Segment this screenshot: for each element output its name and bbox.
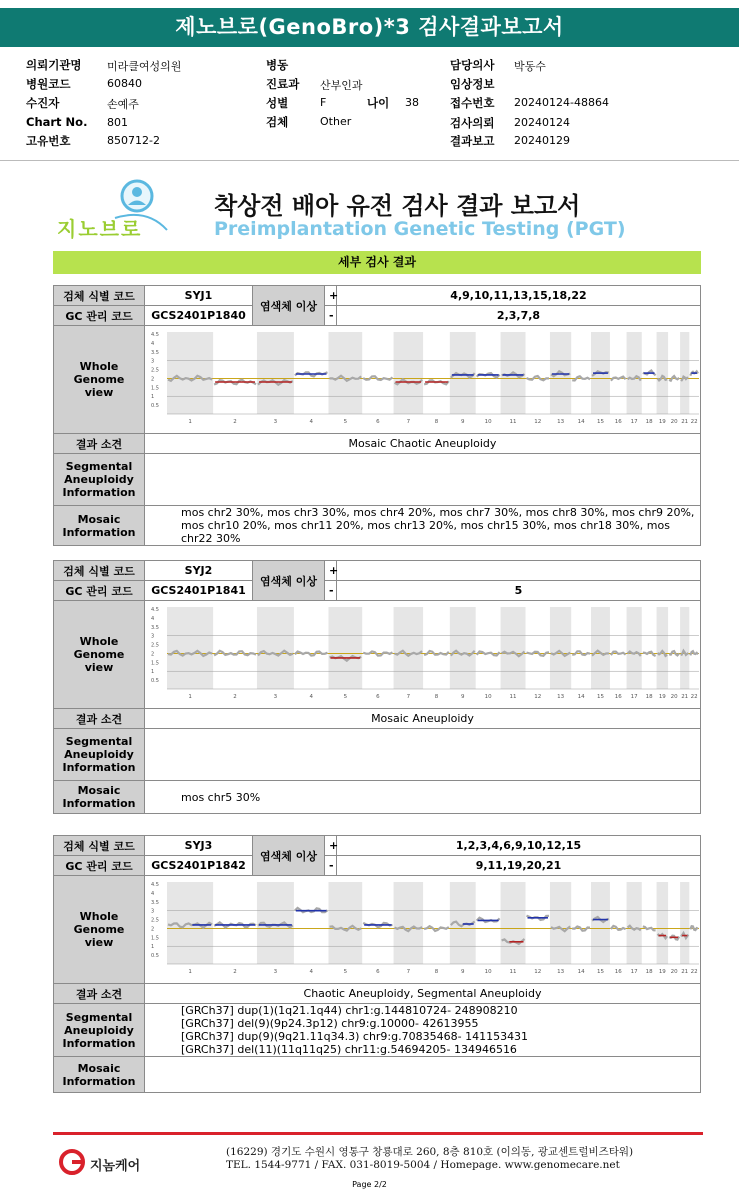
x-tick-label: 11 <box>509 694 517 700</box>
sample-block-3 <box>53 835 701 1093</box>
x-tick-label: 12 <box>534 419 542 425</box>
y-tick-label: 2.5 <box>151 642 159 649</box>
info-value: 801 <box>107 116 128 129</box>
x-tick-label: 9 <box>461 694 465 700</box>
x-tick-label: 9 <box>461 969 465 975</box>
wgv-label: Whole Genome view <box>54 601 145 709</box>
segmental-value <box>145 1004 701 1057</box>
info-label: 검사의뢰 <box>450 116 495 130</box>
minus-sign: - <box>325 856 337 876</box>
sample-id-value: SYJ2 <box>145 561 253 581</box>
gc-code-label: GC 관리 코드 <box>54 856 145 876</box>
info-label: Chart No. <box>26 115 88 129</box>
x-tick-label: 22 <box>690 419 698 425</box>
x-tick-label: 16 <box>614 419 622 425</box>
x-tick-label: 3 <box>273 969 278 975</box>
x-tick-label: 8 <box>434 419 439 425</box>
x-tick-label: 13 <box>557 419 565 425</box>
chromosome-band <box>394 332 424 414</box>
y-tick-label: 2 <box>151 376 155 383</box>
x-tick-label: 5 <box>343 419 348 425</box>
y-tick-label: 4 <box>151 890 155 897</box>
copy-number-trace <box>690 651 698 655</box>
segmental-label: Segmental Aneuploidy Information <box>54 454 145 506</box>
info-label: 진료과 <box>266 77 300 91</box>
footer-logo-text: 지놈케어 <box>90 1159 141 1174</box>
segmental-line: [GRCh37] dup(9)(9q21.11q34.3) chr9:g.70835468- 141153431 <box>181 1030 529 1043</box>
chromosome-band <box>680 332 689 414</box>
y-tick-label: 2 <box>151 651 155 658</box>
x-tick-label: 10 <box>484 419 492 425</box>
mosaic-label: Mosaic Information <box>54 781 145 814</box>
sample-id-label: 검체 식별 코드 <box>54 561 145 581</box>
info-label: 고유번호 <box>26 134 71 148</box>
x-tick-label: 12 <box>534 694 542 700</box>
x-tick-label: 3 <box>273 694 278 700</box>
x-tick-label: 11 <box>509 419 517 425</box>
segmental-line: [GRCh37] del(11)(11q11q25) chr11:g.54694205- 134946516 <box>181 1043 517 1056</box>
report-title: 착상전 배아 유전 검사 결과 보고서 <box>214 192 581 220</box>
info-value: 850712-2 <box>107 134 160 147</box>
chrom-abn-label: 염색체 이상 <box>253 286 325 326</box>
x-tick-label: 10 <box>484 694 492 700</box>
gc-code-value: GCS2401P1841 <box>145 581 253 601</box>
wgv-label: Whole Genome view <box>54 876 145 984</box>
x-tick-label: 22 <box>690 694 698 700</box>
info-label: 수진자 <box>26 96 60 110</box>
chromosome-band <box>394 882 424 964</box>
info-label: 검체 <box>266 115 289 129</box>
minus-sign: - <box>325 581 337 601</box>
y-tick-label: 3.5 <box>151 899 159 906</box>
result-value: Chaotic Aneuploidy, Segmental Aneuploidy <box>145 984 701 1004</box>
x-tick-label: 19 <box>658 969 666 975</box>
x-tick-label: 21 <box>681 694 689 700</box>
chromosome-band <box>328 607 362 689</box>
info-value: 20240129 <box>514 134 570 147</box>
x-tick-label: 9 <box>461 419 465 425</box>
footer-address <box>226 1146 633 1172</box>
y-tick-label: 1.5 <box>151 660 159 667</box>
chromosome-band <box>680 607 689 689</box>
footer-contact-line: TEL. 1544-9771 / FAX. 031-8019-5004 / Homepage. www.genomecare.net <box>226 1159 620 1171</box>
y-tick-label: 1.5 <box>151 935 159 942</box>
x-tick-label: 10 <box>484 969 492 975</box>
y-tick-label: 4 <box>151 340 155 347</box>
x-tick-label: 14 <box>577 694 585 700</box>
plus-sign: + <box>325 836 337 856</box>
chromosome-band <box>680 882 689 964</box>
y-tick-label: 4.5 <box>151 332 159 338</box>
info-label: 성별 <box>266 96 289 110</box>
info-value: 38 <box>405 96 419 109</box>
info-value: 손예주 <box>107 98 139 111</box>
chromosome-band <box>550 607 571 689</box>
genomecare-logo-icon <box>58 1148 88 1176</box>
x-tick-label: 22 <box>690 969 698 975</box>
copy-number-trace <box>611 652 626 656</box>
chromosome-band <box>394 607 424 689</box>
info-value: 60840 <box>107 77 142 90</box>
copy-number-trace <box>572 651 590 655</box>
x-tick-label: 4 <box>309 694 313 700</box>
chromosome-band <box>627 607 642 689</box>
chromosome-band <box>450 607 476 689</box>
info-value: 산부인과 <box>320 79 363 92</box>
x-tick-label: 12 <box>534 969 542 975</box>
x-tick-label: 16 <box>614 969 622 975</box>
x-tick-label: 6 <box>376 969 380 975</box>
copy-number-trace <box>690 926 698 930</box>
footer-address-line: (16229) 경기도 수원시 영통구 창룡대로 260, 8층 810호 (이의동, 광교센트럴비즈타워) <box>226 1146 634 1158</box>
info-label: 담당의사 <box>450 58 495 72</box>
x-tick-label: 3 <box>273 419 278 425</box>
result-label: 결과 소견 <box>54 709 145 729</box>
chromosome-band <box>627 332 642 414</box>
x-tick-label: 7 <box>406 969 411 975</box>
sample-id-value: SYJ1 <box>145 286 253 306</box>
plus-sign: + <box>325 561 337 581</box>
segmental-line: [GRCh37] del(9)(9p24.3p12) chr9:g.10000- 42613955 <box>181 1017 479 1030</box>
mosaic-value: mos chr5 30% <box>145 781 701 814</box>
sample-block-2 <box>53 560 701 814</box>
x-tick-label: 15 <box>596 694 604 700</box>
x-tick-label: 7 <box>406 419 411 425</box>
whole-genome-plot <box>149 601 702 705</box>
page-number: Page 2/2 <box>352 1180 387 1189</box>
info-label: 나이 <box>367 96 390 110</box>
plus-sign: + <box>325 286 337 306</box>
sample-block-1 <box>53 285 701 546</box>
segmental-line: [GRCh37] dup(1)(1q21.1q44) chr1:g.144810724- 248908210 <box>181 1004 518 1017</box>
x-tick-label: 11 <box>509 969 517 975</box>
x-tick-label: 15 <box>596 969 604 975</box>
whole-genome-plot <box>149 876 702 980</box>
y-tick-label: 3 <box>151 908 155 915</box>
x-tick-label: 19 <box>658 419 666 425</box>
chromosome-band <box>257 607 294 689</box>
x-tick-label: 20 <box>670 969 678 975</box>
x-tick-label: 7 <box>406 694 411 700</box>
x-tick-label: 5 <box>343 969 348 975</box>
x-tick-label: 20 <box>670 419 678 425</box>
chromosome-band <box>591 607 610 689</box>
sample-id-value: SYJ3 <box>145 836 253 856</box>
minus-chromosomes: 9,11,19,20,21 <box>337 856 701 876</box>
mosaic-value: mos chr2 30%, mos chr3 30%, mos chr4 20%, mos chr7 30%, mos chr8 30%, mos chr9 20%, mos chr10 20%, mos chr11 20%, mos chr13 20%, mos chr15 30%, mos chr18 30%, mos chr22 30% <box>145 506 701 546</box>
y-tick-label: 2.5 <box>151 917 159 924</box>
x-tick-label: 15 <box>596 419 604 425</box>
segmental-value <box>145 454 701 506</box>
info-label: 의뢰기관명 <box>26 58 82 72</box>
x-tick-label: 13 <box>557 694 565 700</box>
chromosome-band <box>550 882 571 964</box>
chromosome-band <box>657 882 669 964</box>
y-tick-label: 1 <box>151 669 155 676</box>
y-tick-label: 0.5 <box>151 403 159 410</box>
x-tick-label: 5 <box>343 694 348 700</box>
x-tick-label: 21 <box>681 969 689 975</box>
result-value: Mosaic Chaotic Aneuploidy <box>145 434 701 454</box>
x-tick-label: 1 <box>188 694 192 700</box>
x-tick-label: 19 <box>658 694 666 700</box>
x-tick-label: 8 <box>434 694 439 700</box>
x-tick-label: 20 <box>670 694 678 700</box>
info-value: 20240124 <box>514 116 570 129</box>
y-tick-label: 0.5 <box>151 953 159 960</box>
segmental-label: Segmental Aneuploidy Information <box>54 1004 145 1057</box>
report-logo-text: 지노브로 <box>57 217 143 241</box>
x-tick-label: 21 <box>681 419 689 425</box>
result-label: 결과 소견 <box>54 984 145 1004</box>
divider <box>0 160 739 161</box>
wgv-label: Whole Genome view <box>54 326 145 434</box>
chrom-abn-label: 염색체 이상 <box>253 836 325 876</box>
info-label: 병동 <box>266 58 289 72</box>
chromosome-band <box>501 882 526 964</box>
y-tick-label: 4.5 <box>151 882 159 888</box>
chromosome-band <box>657 607 669 689</box>
info-value: 박동수 <box>514 60 546 73</box>
genome-view-cell <box>145 876 701 984</box>
x-tick-label: 2 <box>233 969 237 975</box>
copy-number-trace <box>643 652 656 656</box>
y-tick-label: 2.5 <box>151 367 159 374</box>
copy-number-trace <box>611 926 626 930</box>
x-tick-label: 13 <box>557 969 565 975</box>
y-tick-label: 3 <box>151 358 155 365</box>
x-tick-label: 18 <box>645 969 653 975</box>
chromosome-band <box>627 882 642 964</box>
y-tick-label: 1.5 <box>151 385 159 392</box>
sample-id-label: 검체 식별 코드 <box>54 286 145 306</box>
result-label: 결과 소견 <box>54 434 145 454</box>
chromosome-band <box>328 332 362 414</box>
x-tick-label: 6 <box>376 694 380 700</box>
gc-code-value: GCS2401P1840 <box>145 306 253 326</box>
chromosome-band <box>450 332 476 414</box>
x-tick-label: 18 <box>645 694 653 700</box>
minus-sign: - <box>325 306 337 326</box>
sample-id-label: 검체 식별 코드 <box>54 836 145 856</box>
chromosome-band <box>167 607 213 689</box>
x-tick-label: 1 <box>188 419 192 425</box>
y-tick-label: 0.5 <box>151 678 159 685</box>
mosaic-value <box>145 1057 701 1093</box>
x-tick-label: 14 <box>577 969 585 975</box>
report-subtitle: Preimplantation Genetic Testing (PGT) <box>214 218 626 240</box>
chromosome-band <box>167 332 213 414</box>
info-value: F <box>320 96 327 109</box>
y-tick-label: 4 <box>151 615 155 622</box>
genome-view-cell <box>145 326 701 434</box>
x-tick-label: 1 <box>188 969 192 975</box>
x-tick-label: 2 <box>233 419 237 425</box>
report-header-title: 제노브로(GenoBro)*3 검사결과보고서 <box>0 8 739 47</box>
result-value: Mosaic Aneuploidy <box>145 709 701 729</box>
x-tick-label: 4 <box>309 969 313 975</box>
section-title: 세부 검사 결과 <box>53 251 701 274</box>
x-tick-label: 2 <box>233 694 237 700</box>
gc-code-value: GCS2401P1842 <box>145 856 253 876</box>
x-tick-label: 14 <box>577 419 585 425</box>
x-tick-label: 17 <box>630 969 638 975</box>
info-value: 20240124-48864 <box>514 96 609 109</box>
chrom-abn-label: 염색체 이상 <box>253 561 325 601</box>
info-label: 임상정보 <box>450 77 495 91</box>
gc-code-label: GC 관리 코드 <box>54 581 145 601</box>
x-tick-label: 17 <box>630 694 638 700</box>
footer-divider <box>53 1132 703 1135</box>
minus-chromosomes: 5 <box>337 581 701 601</box>
x-tick-label: 4 <box>309 419 313 425</box>
x-tick-label: 16 <box>614 694 622 700</box>
chromosome-band <box>257 332 294 414</box>
x-tick-label: 17 <box>630 419 638 425</box>
plus-chromosomes: 4,9,10,11,13,15,18,22 <box>337 286 701 306</box>
x-tick-label: 6 <box>376 419 380 425</box>
mosaic-label: Mosaic Information <box>54 506 145 546</box>
mosaic-label: Mosaic Information <box>54 1057 145 1093</box>
whole-genome-plot <box>149 326 702 430</box>
plus-chromosomes <box>337 561 701 581</box>
x-tick-label: 8 <box>434 969 439 975</box>
info-label: 병원코드 <box>26 77 71 91</box>
y-tick-label: 1 <box>151 944 155 951</box>
y-tick-label: 2 <box>151 926 155 933</box>
segmental-value <box>145 729 701 781</box>
genome-view-cell <box>145 601 701 709</box>
copy-number-trace <box>572 927 590 931</box>
y-tick-label: 3.5 <box>151 349 159 356</box>
info-label: 결과보고 <box>450 134 495 148</box>
info-value: Other <box>320 115 352 128</box>
plus-chromosomes: 1,2,3,4,6,9,10,12,15 <box>337 836 701 856</box>
segmental-label: Segmental Aneuploidy Information <box>54 729 145 781</box>
y-tick-label: 3 <box>151 633 155 640</box>
chromosome-band <box>657 332 669 414</box>
y-tick-label: 4.5 <box>151 607 159 613</box>
x-tick-label: 18 <box>645 419 653 425</box>
gc-code-label: GC 관리 코드 <box>54 306 145 326</box>
info-value: 미라클여성의원 <box>107 60 182 73</box>
minus-chromosomes: 2,3,7,8 <box>337 306 701 326</box>
chromosome-band <box>501 607 526 689</box>
chromosome-band <box>591 882 610 964</box>
info-label: 접수번호 <box>450 96 495 110</box>
chromosome-band <box>328 882 362 964</box>
y-tick-label: 3.5 <box>151 624 159 631</box>
y-tick-label: 1 <box>151 394 155 401</box>
